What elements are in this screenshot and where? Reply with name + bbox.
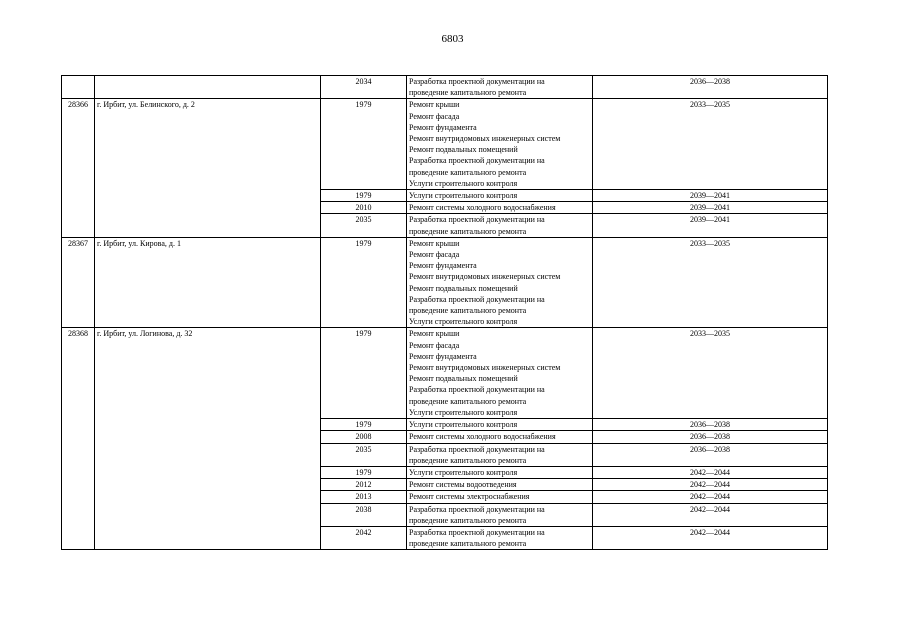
year-cell: 1979	[321, 237, 407, 328]
year-cell: 2013	[321, 491, 407, 503]
work-item: Ремонт системы холодного водоснабжения	[409, 432, 556, 442]
period-cell: 2039—2041	[593, 202, 828, 214]
work-item: Ремонт крыши	[409, 238, 460, 248]
work-item: Ремонт системы холодного водоснабжения	[409, 203, 556, 213]
year-cell: 2012	[321, 479, 407, 491]
year-cell: 2038	[321, 503, 407, 526]
work-item: Ремонт внутридомовых инженерных систем	[409, 363, 561, 373]
year-cell: 1979	[321, 419, 407, 431]
work-type-cell	[407, 431, 593, 443]
work-type-cell	[407, 443, 593, 466]
period-cell: 2042—2044	[593, 526, 828, 549]
work-item: проведение капитального ремонта	[409, 396, 527, 406]
page-number: 6803	[441, 33, 464, 45]
year-cell: 1979	[321, 99, 407, 190]
period-cell: 2036—2038	[593, 431, 828, 443]
period-cell: 2042—2044	[593, 479, 828, 491]
address-cell: г. Ирбит, ул. Логинова, д. 32	[95, 328, 321, 550]
work-item: Ремонт фундамента	[409, 351, 477, 361]
work-item: Ремонт системы водоотведения	[409, 480, 517, 490]
work-item: Ремонт фасада	[409, 250, 460, 260]
work-item: Ремонт подвальных помещений	[409, 283, 518, 293]
period-cell: 2042—2044	[593, 503, 828, 526]
period-cell: 2033—2035	[593, 237, 828, 328]
work-type-cell	[407, 214, 593, 237]
work-item: Ремонт крыши	[409, 100, 460, 110]
work-type-cell	[407, 491, 593, 503]
work-item: Разработка проектной документации на	[409, 215, 545, 225]
work-type-cell	[407, 202, 593, 214]
period-cell: 2039—2041	[593, 190, 828, 202]
work-item: Ремонт системы электроснабжения	[409, 492, 530, 502]
work-item: Ремонт внутридомовых инженерных систем	[409, 134, 561, 144]
period-cell: 2036—2038	[593, 76, 828, 99]
work-type-cell	[407, 466, 593, 478]
period-cell: 2042—2044	[593, 466, 828, 478]
work-item: проведение капитального ремонта	[409, 226, 527, 236]
period-cell: 2036—2038	[593, 419, 828, 431]
period-cell: 2039—2041	[593, 214, 828, 237]
work-item: Услуги строительного контроля	[409, 420, 518, 430]
work-type-cell	[407, 328, 593, 419]
work-type-cell	[407, 190, 593, 202]
house-id-cell: 28367	[62, 237, 95, 328]
work-item: Ремонт подвальных помещений	[409, 145, 518, 155]
year-cell: 2010	[321, 202, 407, 214]
work-type-cell	[407, 526, 593, 549]
work-item: проведение капитального ремонта	[409, 539, 527, 549]
address-cell	[95, 76, 321, 99]
table-row	[62, 328, 828, 419]
work-item: Услуги строительного контроля	[409, 178, 518, 188]
period-cell: 2033—2035	[593, 99, 828, 190]
house-id-cell: 28366	[62, 99, 95, 237]
work-item: Разработка проектной документации на	[409, 504, 545, 514]
work-item: Разработка проектной документации на	[409, 527, 545, 537]
work-item: проведение капитального ремонта	[409, 515, 527, 525]
year-cell: 2034	[321, 76, 407, 99]
work-item: Услуги строительного контроля	[409, 317, 518, 327]
table-row	[62, 99, 828, 190]
work-type-cell	[407, 479, 593, 491]
year-cell: 2008	[321, 431, 407, 443]
work-item: проведение капитального ремонта	[409, 167, 527, 177]
work-type-cell	[407, 419, 593, 431]
year-cell: 2035	[321, 214, 407, 237]
year-cell: 1979	[321, 190, 407, 202]
work-type-cell	[407, 237, 593, 328]
address-cell: г. Ирбит, ул. Кирова, д. 1	[95, 237, 321, 328]
table-body	[62, 76, 828, 550]
period-cell: 2042—2044	[593, 491, 828, 503]
work-item: Услуги строительного контроля	[409, 407, 518, 417]
work-type-cell	[407, 76, 593, 99]
year-cell: 2042	[321, 526, 407, 549]
table-row	[62, 76, 828, 99]
house-id-cell: 28368	[62, 328, 95, 550]
work-type-cell	[407, 503, 593, 526]
work-item: Разработка проектной документации на	[409, 156, 545, 166]
work-item: Разработка проектной документации на	[409, 444, 545, 454]
work-item: Ремонт крыши	[409, 329, 460, 339]
work-item: проведение капитального ремонта	[409, 306, 527, 316]
period-cell: 2033—2035	[593, 328, 828, 419]
work-item: проведение капитального ремонта	[409, 88, 527, 98]
address-cell: г. Ирбит, ул. Белинского, д. 2	[95, 99, 321, 237]
work-item: Разработка проектной документации на	[409, 294, 545, 304]
work-item: Ремонт фасада	[409, 111, 460, 121]
work-item: Разработка проектной документации на	[409, 385, 545, 395]
year-cell: 1979	[321, 328, 407, 419]
house-id-cell	[62, 76, 95, 99]
work-item: Услуги строительного контроля	[409, 467, 518, 477]
work-item: Разработка проектной документации на	[409, 77, 545, 86]
work-item: проведение капитального ремонта	[409, 455, 527, 465]
work-item: Ремонт фундамента	[409, 122, 477, 132]
work-item: Ремонт фасада	[409, 340, 460, 350]
year-cell: 1979	[321, 466, 407, 478]
work-type-cell	[407, 99, 593, 190]
work-item: Ремонт фундамента	[409, 261, 477, 271]
work-item: Ремонт подвальных помещений	[409, 374, 518, 384]
work-item: Услуги строительного контроля	[409, 191, 518, 201]
period-cell: 2036—2038	[593, 443, 828, 466]
repair-schedule-table	[61, 75, 828, 550]
year-cell: 2035	[321, 443, 407, 466]
table-row	[62, 237, 828, 328]
work-item: Ремонт внутридомовых инженерных систем	[409, 272, 561, 282]
